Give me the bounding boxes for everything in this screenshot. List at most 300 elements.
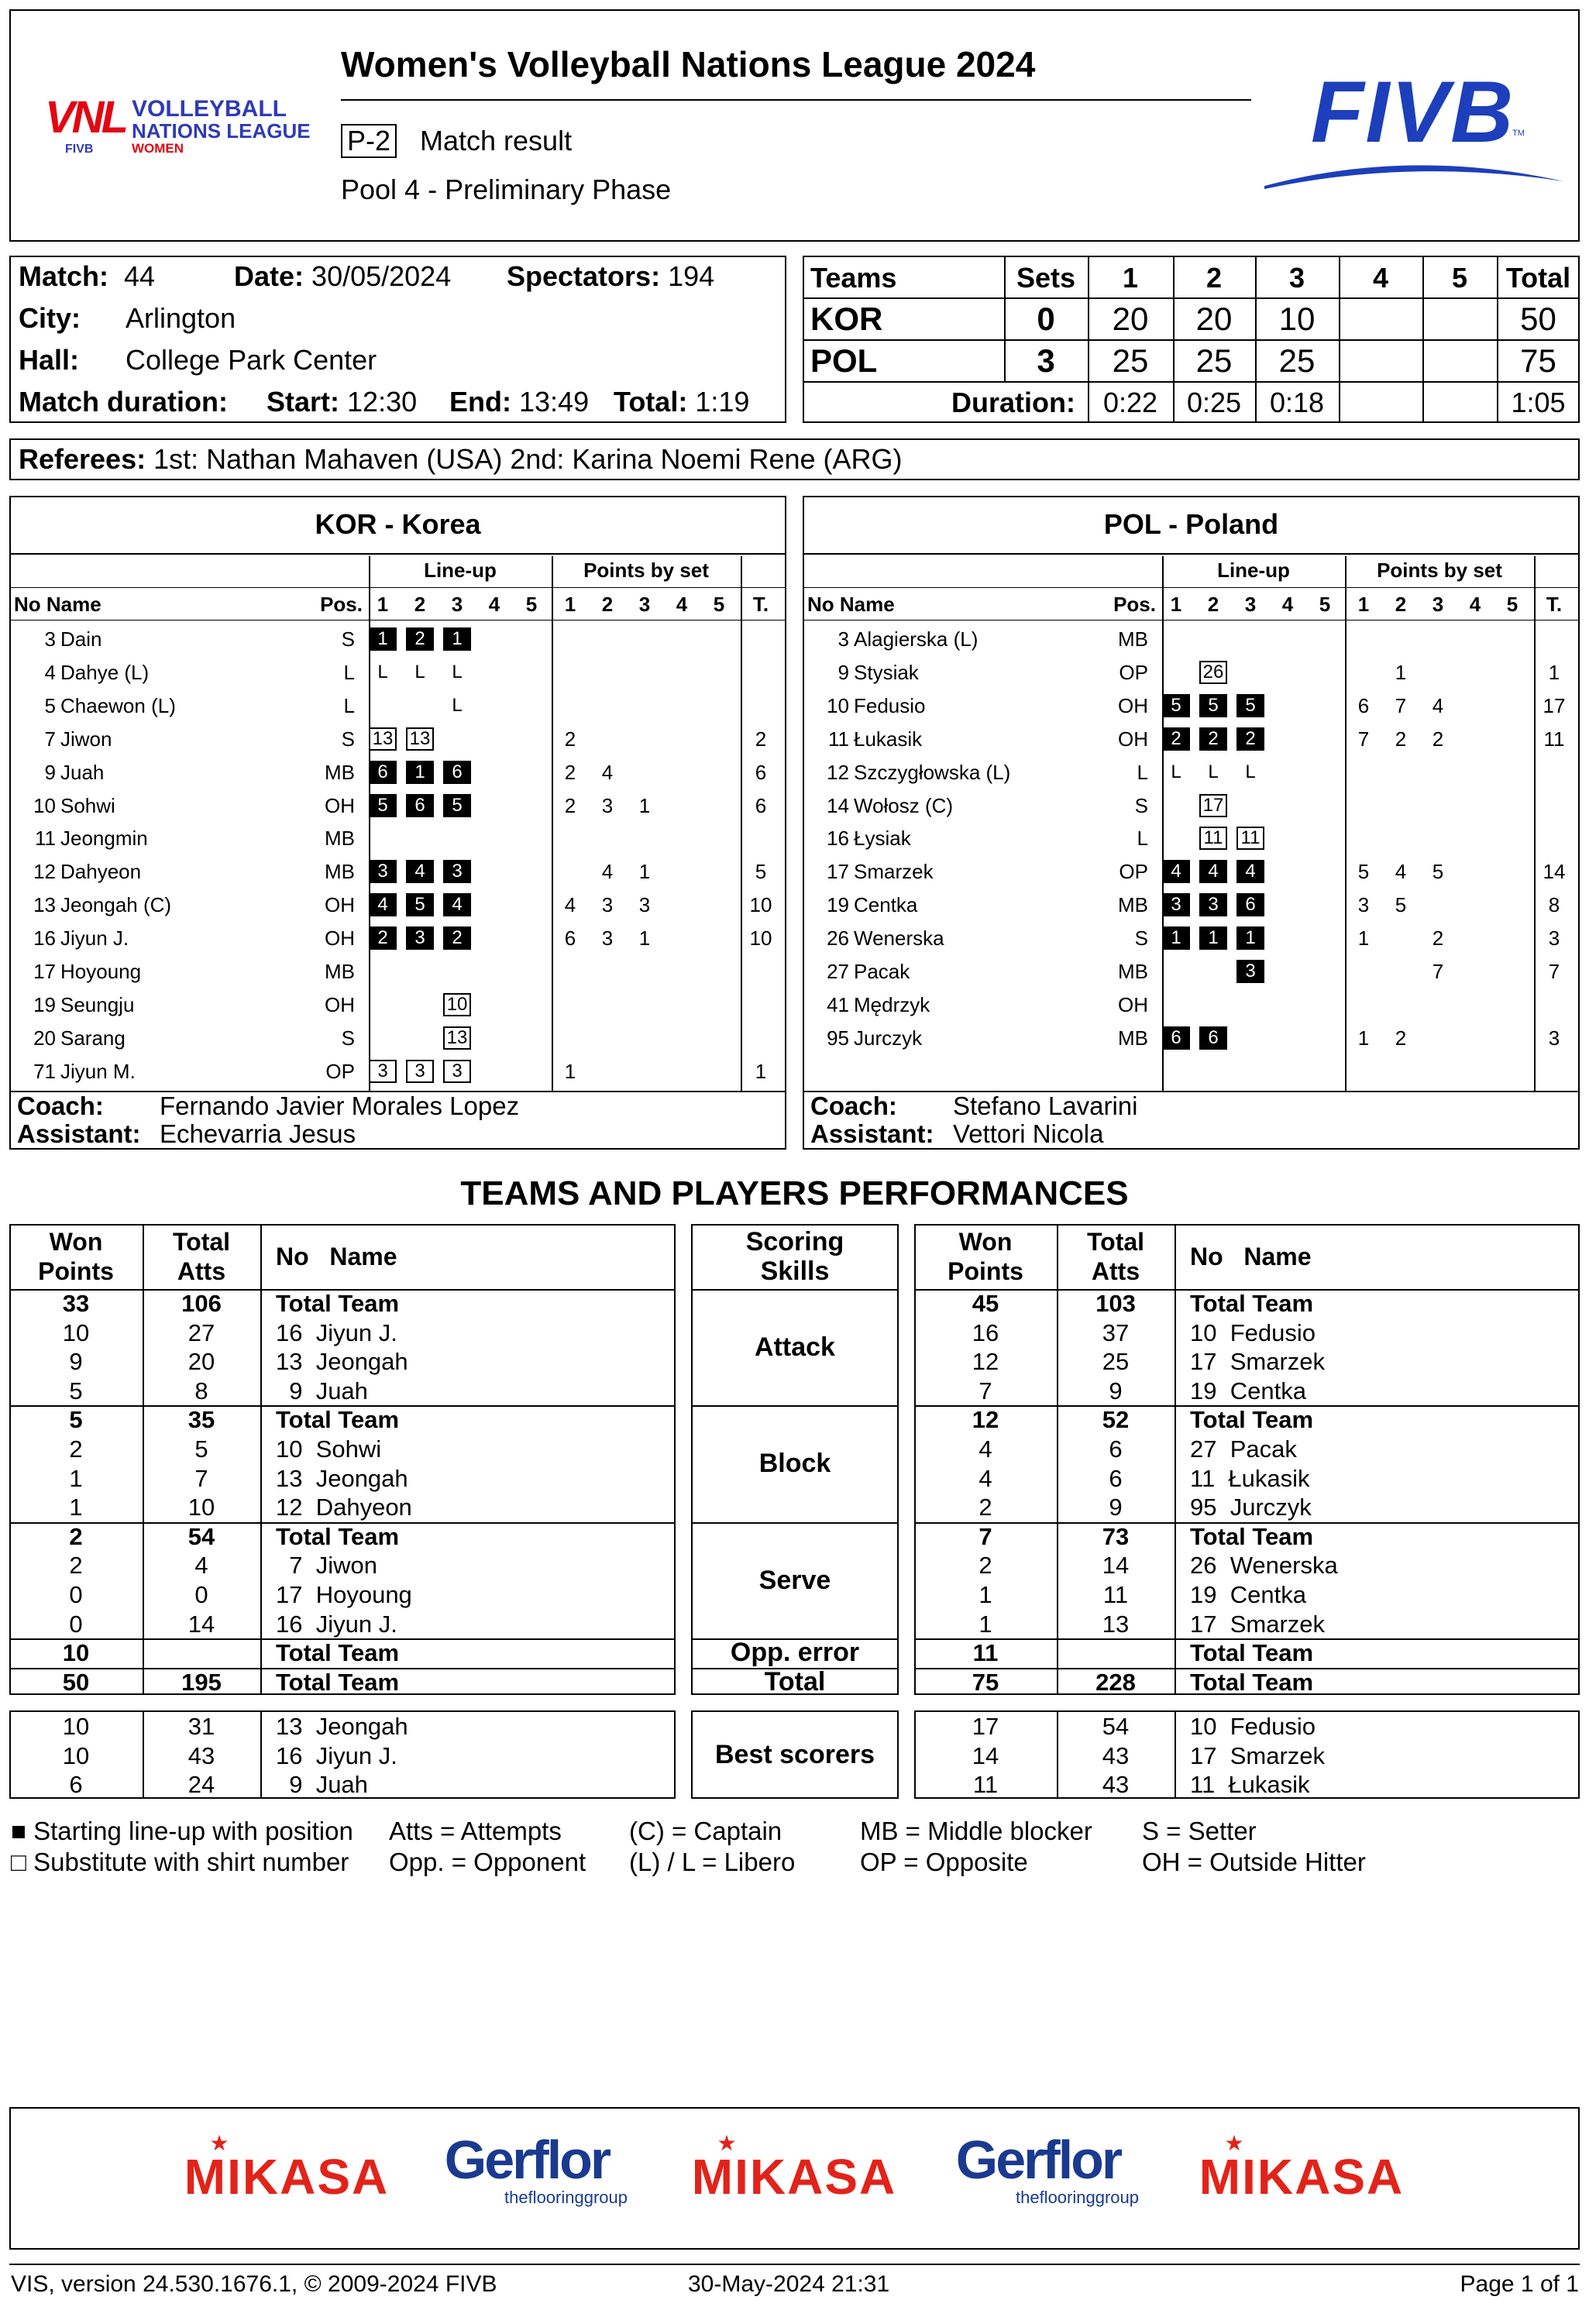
lineup-value: 2 — [406, 627, 434, 651]
lineup-value: 3 — [369, 1060, 397, 1083]
lineup-value: 3 — [369, 860, 397, 883]
player-position: L — [1137, 827, 1148, 850]
player-row — [803, 823, 1580, 854]
player-number: 12 — [33, 860, 56, 883]
player-stat-atts: 0 — [194, 1581, 208, 1608]
header-scoring: Scoring — [745, 1227, 844, 1257]
roster-title-rule — [803, 553, 1580, 555]
fivb-logo — [1263, 62, 1565, 194]
player-number: 4 — [44, 661, 56, 684]
grand-total-atts: 228 — [1095, 1668, 1136, 1696]
player-row — [9, 1023, 786, 1054]
opp-error-atts — [1057, 1638, 1175, 1668]
lineup-value: 5 — [1199, 694, 1227, 717]
player-row — [803, 690, 1580, 721]
skill-attack: Attack — [755, 1332, 835, 1362]
col-header-points-set: 5 — [713, 593, 725, 616]
col-header-points-set: 4 — [676, 593, 688, 616]
player-number: 9 — [44, 761, 56, 784]
points-by-set: 4 — [564, 893, 576, 916]
player-number: 27 — [827, 960, 849, 983]
perf-col-rule — [260, 1710, 262, 1799]
player-row — [9, 757, 786, 788]
header-total: Total — [1086, 1228, 1145, 1256]
col-header-lineup-set: 3 — [451, 593, 463, 616]
points-by-set: 1 — [1357, 927, 1370, 950]
best-scorer-won: 6 — [69, 1771, 83, 1799]
col-header-name: No Name — [14, 593, 101, 616]
col-header-lineup-set: 4 — [488, 593, 500, 616]
player-position: MB — [325, 960, 355, 983]
points-by-set: 3 — [601, 794, 614, 817]
skill-opp-error: Opp. error — [730, 1638, 860, 1668]
group-rule — [552, 556, 553, 589]
fivb-tm: TM — [1512, 129, 1525, 138]
points-by-set: 2 — [564, 761, 576, 784]
coach-name: Fernando Javier Morales Lopez — [160, 1092, 520, 1120]
col-header-lineup-set: 1 — [1170, 593, 1182, 616]
player-stat-atts: 7 — [194, 1464, 208, 1492]
best-scorer-name: 17 Smarzek — [1190, 1741, 1326, 1769]
lineup-value: 2 — [1199, 727, 1227, 751]
player-stat-won: 1 — [979, 1581, 992, 1608]
team-total-won: 5 — [69, 1406, 83, 1434]
player-stat-name: 27 Pacak — [1190, 1435, 1297, 1463]
player-number: 95 — [827, 1026, 849, 1050]
score-header: 5 — [1451, 262, 1468, 294]
player-row — [9, 690, 786, 721]
player-name: Wenerska — [854, 927, 944, 950]
player-number: 14 — [827, 794, 849, 817]
mikasa-logo: MIKASA — [1199, 2149, 1405, 2205]
player-stat-won: 4 — [979, 1464, 992, 1492]
player-name: Centka — [854, 893, 918, 916]
player-name: Łysiak — [854, 827, 911, 850]
lineup-sub — [1199, 827, 1227, 850]
lineup-sub — [1199, 661, 1227, 684]
points-by-set: 5 — [1357, 860, 1370, 883]
player-name: Jeongah (C) — [60, 893, 172, 916]
points-header: Points by set — [583, 559, 709, 582]
points-header: Points by set — [1377, 559, 1502, 582]
player-name: Jiwon — [60, 727, 112, 751]
player-position: OH — [1118, 727, 1148, 751]
team-total-name: Total Team — [1190, 1290, 1314, 1317]
lineup-value: 4 — [1199, 860, 1227, 883]
doc-type: Match result — [420, 125, 573, 156]
grand-total-won: 75 — [972, 1668, 999, 1696]
start-label: Start: — [267, 386, 340, 418]
performance-title: TEAMS AND PLAYERS PERFORMANCES — [460, 1174, 1129, 1212]
player-total-points: 1 — [1548, 661, 1560, 684]
col-header-lineup-set: 5 — [525, 593, 538, 616]
lineup-libero — [369, 661, 397, 684]
col-header-pos: Pos. — [1113, 593, 1156, 616]
points-by-set: 2 — [1432, 927, 1444, 950]
lineup-value: 11 — [1199, 827, 1227, 850]
player-number: 11 — [828, 727, 849, 751]
player-name: Stysiak — [854, 661, 919, 684]
gerflor-tagline: theflooringgroup — [504, 2188, 628, 2207]
lineup-value: 4 — [443, 893, 471, 916]
coach-label: Coach: — [17, 1092, 104, 1120]
lineup-value: 10 — [443, 993, 471, 1016]
col-header-points-set: 2 — [1395, 593, 1407, 616]
assistant-name: Vettori Nicola — [953, 1119, 1104, 1148]
lineup-start — [1236, 694, 1264, 717]
score-cell: 3 — [1037, 342, 1055, 379]
points-by-set: 6 — [1357, 694, 1370, 717]
player-name: Chaewon (L) — [60, 694, 176, 717]
lineup-start — [406, 893, 434, 916]
points-by-set: 4 — [1395, 860, 1407, 883]
player-stat-name: 10 Sohwi — [276, 1435, 382, 1463]
score-header: 2 — [1206, 262, 1223, 294]
page-title: Women's Volleyball Nations League 2024 — [341, 44, 1036, 84]
player-position: OP — [325, 1060, 355, 1083]
player-name: Mędrzyk — [854, 993, 930, 1016]
player-stat-won: 16 — [972, 1318, 999, 1346]
player-stat-name: 13 Jeongah — [276, 1348, 408, 1376]
player-stat-atts: 8 — [194, 1377, 208, 1404]
mikasa-star-icon: ★ — [717, 2131, 737, 2155]
team-total-name: Total Team — [276, 1406, 400, 1434]
points-by-set: 1 — [1357, 1026, 1370, 1050]
player-number: 10 — [827, 694, 849, 717]
player-stat-name: 19 Centka — [1190, 1581, 1306, 1608]
footer-rule — [9, 2264, 1580, 2265]
score-cell: 20 — [1112, 301, 1149, 337]
set-duration — [1339, 383, 1422, 423]
best-scorer-won: 14 — [972, 1741, 999, 1769]
points-by-set: 2 — [564, 794, 576, 817]
match-label: Match: — [19, 260, 108, 292]
score-header: Sets — [1016, 262, 1076, 294]
col-header-name: No Name — [807, 593, 895, 616]
assistant-name: Echevarria Jesus — [160, 1119, 356, 1148]
team-total-name: Total Team — [1190, 1522, 1314, 1550]
player-name: Jurczyk — [854, 1026, 923, 1050]
player-number: 17 — [827, 860, 849, 883]
team-total-won: 45 — [972, 1290, 999, 1317]
lineup-value: 1 — [1236, 927, 1264, 950]
player-row — [9, 724, 786, 755]
score-cell — [1422, 341, 1497, 381]
opp-error-atts — [143, 1638, 260, 1668]
lineup-value: 4 — [1162, 860, 1190, 883]
team-total-won: 33 — [62, 1290, 90, 1317]
player-stat-name: 9 Juah — [276, 1377, 368, 1404]
vnl-logo — [45, 91, 316, 161]
phase: Pool 4 - Preliminary Phase — [341, 174, 672, 205]
end-time: 13:49 — [519, 386, 590, 418]
player-row — [803, 1023, 1580, 1054]
lineup-start — [406, 627, 434, 651]
footer-version: VIS, version 24.530.1676.1, © 2009-2024 FIVB — [11, 2271, 497, 2297]
lineup-value: 5 — [369, 794, 397, 817]
end-label: End: — [449, 386, 511, 418]
player-name: Sohwi — [60, 794, 115, 817]
legend-item: S = Setter — [1142, 1817, 1257, 1845]
skill-serve: Serve — [758, 1565, 831, 1595]
player-stat-won: 7 — [979, 1377, 992, 1404]
start-row — [267, 386, 417, 418]
best-scorer-won: 17 — [972, 1713, 999, 1740]
perf-col-rule — [1175, 1224, 1176, 1695]
player-number: 20 — [33, 1026, 56, 1050]
fivb-text: FIVB — [1311, 64, 1515, 160]
team-total-atts: 52 — [1102, 1406, 1130, 1434]
score-header: 1 — [1122, 262, 1139, 294]
legend-item: MB = Middle blocker — [860, 1817, 1092, 1845]
player-row — [803, 757, 1580, 788]
player-position: MB — [1118, 1026, 1148, 1050]
lineup-header: Line-up — [424, 559, 497, 582]
player-stat-won: 9 — [69, 1348, 83, 1376]
legend-item: (C) = Captain — [629, 1817, 782, 1845]
score-cell: 0 — [1037, 301, 1055, 337]
lineup-value: 5 — [1236, 694, 1264, 717]
player-row — [9, 889, 786, 920]
lineup-start — [406, 860, 434, 883]
lineup-start — [369, 860, 397, 883]
player-row — [9, 989, 786, 1020]
total-time: 1:19 — [695, 386, 750, 418]
player-stat-won: 12 — [972, 1348, 999, 1376]
player-total-points: 6 — [755, 794, 767, 817]
player-stat-won: 1 — [69, 1494, 83, 1521]
player-name: Hoyoung — [60, 960, 142, 983]
lineup-value: 2 — [1236, 727, 1264, 751]
player-number: 7 — [44, 727, 56, 751]
lineup-start — [443, 627, 471, 651]
player-row — [9, 956, 786, 987]
lineup-start — [1162, 727, 1190, 751]
col-header-points-set: 1 — [1357, 593, 1370, 616]
player-position: OH — [325, 893, 355, 916]
player-position: OP — [1119, 860, 1148, 883]
lineup-value: 1 — [1162, 927, 1190, 950]
player-total-points: 10 — [749, 893, 772, 916]
lineup-value: 6 — [1162, 1026, 1190, 1050]
lineup-value: L — [377, 662, 388, 682]
lineup-sub — [406, 727, 434, 751]
player-stat-atts: 6 — [1109, 1435, 1123, 1463]
team-total-won: 12 — [972, 1406, 999, 1434]
player-position: OH — [1118, 694, 1148, 717]
best-scorer-name: 11 Łukasik — [1190, 1771, 1310, 1799]
lineup-value: L — [414, 662, 425, 682]
mikasa-star-icon: ★ — [1224, 2131, 1244, 2155]
lineup-libero — [443, 661, 471, 684]
score-header: Teams — [810, 262, 897, 294]
lineup-start — [1199, 727, 1227, 751]
col-header-total: T. — [1546, 593, 1563, 616]
lineup-libero — [1236, 761, 1264, 784]
points-by-set: 5 — [1432, 860, 1444, 883]
lineup-start — [1236, 927, 1264, 950]
player-name: Pacak — [854, 960, 910, 983]
lineup-start — [1199, 893, 1227, 916]
player-stat-name: 17 Smarzek — [1190, 1610, 1326, 1638]
player-stat-name: 17 Smarzek — [1190, 1348, 1326, 1376]
team-code: POL — [810, 342, 878, 379]
player-total-points: 1 — [755, 1060, 767, 1083]
total-label: Total: — [614, 386, 688, 418]
legend-item: OP = Opposite — [860, 1848, 1028, 1876]
lineup-start — [369, 794, 397, 817]
referees-label: Referees: — [19, 443, 146, 475]
lineup-start — [369, 893, 397, 916]
player-number: 16 — [33, 927, 56, 950]
player-total-points: 10 — [749, 927, 772, 950]
lineup-libero — [1162, 761, 1190, 784]
player-number: 10 — [33, 794, 56, 817]
opp-error-name: Total Team — [1190, 1639, 1314, 1667]
set-duration — [1422, 383, 1497, 423]
points-by-set: 1 — [638, 927, 651, 950]
player-stat-atts: 11 — [1102, 1581, 1129, 1608]
player-row — [9, 1056, 786, 1087]
player-stat-name: 16 Jiyun J. — [276, 1318, 397, 1346]
referees-row — [19, 443, 903, 476]
player-name: Jiyun M. — [60, 1060, 136, 1083]
player-number: 13 — [33, 893, 56, 916]
player-position: OH — [325, 794, 355, 817]
team-total-atts: 35 — [187, 1406, 215, 1434]
player-number: 41 — [827, 993, 849, 1016]
lineup-value: 2 — [1162, 727, 1190, 751]
player-number: 71 — [33, 1060, 56, 1083]
player-position: S — [341, 727, 355, 751]
mikasa-logo: MIKASA — [691, 2149, 897, 2205]
points-by-set: 4 — [601, 761, 614, 784]
best-scorers-label: Best scorers — [714, 1740, 875, 1769]
header-no-name: No Name — [276, 1243, 397, 1270]
player-name: Sarang — [60, 1026, 126, 1050]
best-scorer-name: 10 Fedusio — [1190, 1713, 1316, 1740]
points-by-set: 3 — [601, 927, 614, 950]
lineup-sub — [443, 993, 471, 1016]
lineup-value: L — [1245, 761, 1256, 782]
header-points: Points — [38, 1257, 114, 1285]
header-points: Points — [948, 1257, 1023, 1285]
player-position: L — [1137, 761, 1148, 784]
hall-label: Hall: — [19, 344, 80, 376]
footer-page: Page 1 of 1 — [1460, 2271, 1579, 2297]
player-total-points: 3 — [1548, 927, 1560, 950]
lineup-value: 4 — [369, 893, 397, 916]
lineup-start — [406, 927, 434, 950]
lineup-value: 13 — [406, 727, 434, 751]
col-header-lineup-set: 5 — [1319, 593, 1331, 616]
player-stat-atts: 14 — [1102, 1552, 1130, 1580]
team-total-atts: 54 — [187, 1522, 215, 1550]
assistant-label: Assistant: — [810, 1119, 934, 1148]
duration-label: Duration: — [951, 387, 1075, 418]
group-underline — [9, 587, 786, 588]
player-position: S — [341, 627, 355, 651]
best-scorer-atts: 31 — [187, 1713, 215, 1740]
player-row — [803, 724, 1580, 755]
player-stat-atts: 20 — [187, 1348, 215, 1376]
lineup-value: 2 — [443, 927, 471, 950]
score-cell: 50 — [1520, 301, 1556, 337]
player-row — [9, 856, 786, 887]
title-rule — [341, 99, 1251, 101]
lineup-value: 3 — [1199, 893, 1227, 916]
header-underline — [803, 620, 1580, 621]
footer-timestamp: 30-May-2024 21:31 — [688, 2271, 890, 2297]
player-stat-won: 2 — [979, 1494, 992, 1521]
start-time: 12:30 — [347, 386, 418, 418]
score-cell: 10 — [1278, 301, 1316, 337]
fivb-swoosh — [1263, 155, 1565, 194]
player-position: MB — [325, 761, 355, 784]
player-name: Jeongmin — [60, 827, 148, 850]
player-stat-won: 4 — [979, 1435, 992, 1463]
points-by-set: 3 — [1357, 893, 1370, 916]
player-stat-won: 10 — [62, 1318, 90, 1346]
date-row — [234, 260, 451, 293]
score-cell: 20 — [1195, 301, 1233, 337]
player-total-points: 11 — [1543, 727, 1565, 751]
player-name: Dahyeon — [60, 860, 142, 883]
lineup-value: L — [452, 662, 463, 682]
player-position: MB — [325, 827, 355, 850]
group-underline — [803, 587, 1580, 588]
skill-total: Total — [764, 1666, 826, 1697]
col-header-points-set: 5 — [1506, 593, 1518, 616]
player-row — [803, 923, 1580, 954]
best-scorer-name: 16 Jiyun J. — [276, 1741, 397, 1769]
lineup-value: 3 — [1236, 960, 1264, 983]
lineup-start — [369, 627, 397, 651]
best-scorer-name: 13 Jeongah — [276, 1713, 408, 1740]
player-name: Wołosz (C) — [854, 794, 954, 817]
hall-value: College Park Center — [126, 344, 377, 376]
score-cell: 25 — [1195, 342, 1233, 379]
lineup-start — [1162, 893, 1190, 916]
player-name: Dahye (L) — [60, 661, 150, 684]
score-header: Total — [1505, 262, 1571, 294]
spectators-row — [507, 260, 714, 293]
points-by-set: 7 — [1432, 960, 1444, 983]
col-header-points-set: 3 — [638, 593, 651, 616]
spectators-label: Spectators: — [507, 260, 661, 292]
lineup-value: 3 — [1162, 893, 1190, 916]
best-scorer-won: 11 — [972, 1771, 999, 1799]
lineup-start — [1199, 927, 1227, 950]
lineup-sub — [1199, 794, 1227, 817]
player-stat-name: 10 Fedusio — [1190, 1318, 1316, 1346]
col-header-total: T. — [752, 593, 769, 616]
points-by-set: 4 — [601, 860, 614, 883]
legend-item: Atts = Attempts — [389, 1817, 562, 1845]
player-stat-won: 2 — [69, 1552, 83, 1580]
player-stat-atts: 10 — [187, 1494, 215, 1521]
lineup-value: 6 — [443, 761, 471, 784]
grand-total-won: 50 — [62, 1668, 90, 1696]
lineup-value: L — [1208, 761, 1219, 782]
score-cell — [1339, 341, 1422, 381]
match-row1 — [19, 260, 155, 293]
player-number: 16 — [827, 827, 849, 850]
player-number: 26 — [827, 927, 849, 950]
team-total-atts: 106 — [181, 1290, 222, 1317]
legend-item: (L) / L = Libero — [629, 1848, 796, 1876]
team-total-atts: 103 — [1095, 1290, 1136, 1317]
